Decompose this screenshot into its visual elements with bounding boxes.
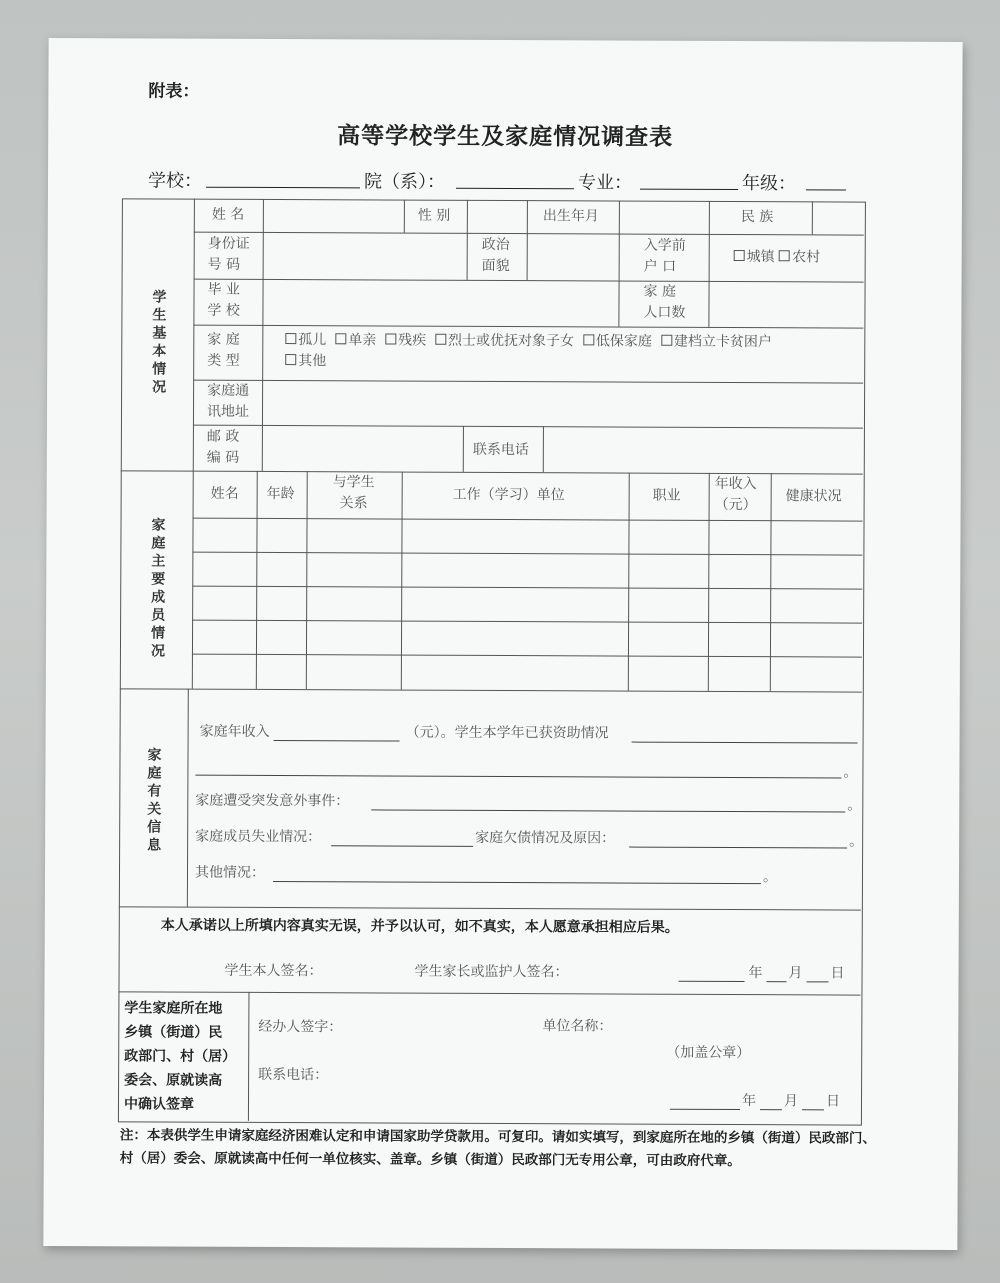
footnote: 注：本表供学生申请家庭经济困难认定和申请国家助学贷款用。可复印。请如实填写，到家庭所在地的乡镇（街道）民政部门、村（居）委会、原就读高中任何一单位核实、盖章。乡镇（街道）民政部门无专用公章，可由政府代章。: [119, 1127, 876, 1170]
handler-sign-label: 经办人签字：: [258, 1018, 343, 1036]
other-label: 其他情况：: [194, 864, 266, 881]
col-income: 年收入 （元）: [714, 475, 757, 514]
name-label: 姓 名: [211, 206, 245, 223]
family-type-disabled[interactable]: 残疾: [385, 332, 426, 348]
gender-label: 性 别: [417, 207, 451, 224]
pledge-month: 月: [788, 965, 803, 982]
verify-month: 月: [783, 1093, 799, 1110]
pledge-day: 日: [830, 965, 845, 982]
id-label: 身份证 号 码: [207, 235, 250, 273]
checkbox-icon: [779, 250, 790, 261]
section-family-members: 家庭主要成员情况: [150, 517, 166, 660]
verify-year: 年: [741, 1093, 757, 1110]
major-field[interactable]: [640, 189, 738, 190]
school-label: 学校：: [147, 170, 203, 192]
col-health: 健康状况: [785, 488, 842, 505]
ethnicity-label: 民 族: [740, 209, 774, 226]
col-relation: 与学生 关系: [332, 474, 375, 512]
seal-label: （加盖公章）: [666, 1044, 751, 1062]
verify-day: 日: [825, 1093, 841, 1110]
pledge-month-field[interactable]: [767, 981, 787, 982]
hukou-option-urban[interactable]: 城镇: [734, 249, 775, 265]
verify-section: 学生家庭所在地 乡镇（街道）民 政部门、村（居） 委会、原就读高 中确认签章: [123, 1000, 237, 1113]
checkbox-icon: [734, 250, 745, 261]
family-type-subsistence[interactable]: 低保家庭: [583, 333, 652, 349]
col-age: 年龄: [266, 485, 295, 503]
college-field[interactable]: [456, 188, 574, 190]
hukou-options: [734, 247, 821, 268]
family-type-orphan[interactable]: 孤儿: [285, 332, 326, 348]
grade-field[interactable]: [806, 189, 846, 190]
family-type-label: 家 庭 类 型: [207, 331, 240, 369]
address-label: 家庭通 讯地址: [206, 382, 250, 420]
verify-day-field[interactable]: [802, 1109, 824, 1110]
verify-phone-label: 联系电话：: [258, 1066, 329, 1084]
pledge-day-field[interactable]: [807, 981, 829, 982]
page-title: 高等学校学生及家庭情况调查表: [337, 123, 674, 151]
school-field[interactable]: [206, 187, 360, 189]
income-label: 家庭年收入: [199, 723, 270, 740]
hukou-option-rural[interactable]: 农村: [779, 249, 820, 265]
college-label: 院（系）：: [363, 171, 446, 193]
form-sheet: [43, 38, 962, 1250]
income-unit-aid-label: （元）。学生本学年已获资助情况: [405, 724, 609, 742]
end-mark: 。: [843, 764, 858, 781]
guardian-sign-label: 学生家长或监护人签名：: [414, 963, 569, 981]
section-family-info: 家庭有关信息: [147, 747, 162, 854]
accident-label: 家庭遭受突发意外事件：: [195, 792, 350, 810]
unit-name-label: 单位名称：: [542, 1018, 613, 1035]
birth-label: 出生年月: [542, 208, 599, 225]
end-mark: 。: [849, 833, 864, 850]
verify-month-field[interactable]: [760, 1109, 782, 1110]
col-name: 姓名: [210, 485, 239, 502]
family-type-poverty[interactable]: 建档立卡贫困户: [661, 334, 772, 350]
major-label: 专业：: [577, 172, 633, 194]
student-sign-label: 学生本人签名：: [224, 962, 323, 980]
end-mark: 。: [762, 869, 778, 886]
col-occupation: 职业: [652, 487, 681, 504]
end-mark: 。: [847, 797, 862, 814]
unemployment-label: 家庭成员失业情况：: [195, 828, 322, 846]
grade-label: 年级：: [741, 173, 797, 195]
family-type-other[interactable]: 其他: [285, 353, 326, 369]
family-type-single-parent[interactable]: 单亲: [335, 332, 376, 348]
pledge-year: 年: [748, 965, 763, 982]
section-basic-info: 学生基本情况: [152, 289, 167, 396]
postal-label: 邮 政 编 码: [206, 428, 240, 466]
attachment-label: 附表：: [148, 81, 200, 102]
hukou-label: 入学前 户 口: [643, 237, 686, 275]
debt-label: 家庭欠债情况及原因：: [475, 829, 616, 847]
grad-school-label: 毕 业 学 校: [207, 281, 241, 319]
phone-label: 联系电话: [472, 441, 529, 459]
pledge-statement: 本人承诺以上所填内容真实无误，并予以认可，如不真实，本人愿意承担相应后果。: [160, 917, 679, 936]
family-type-martyr[interactable]: 烈士或优抚对象子女: [435, 333, 574, 350]
col-work-unit: 工作（学习）单位: [452, 486, 565, 504]
family-type-options: [285, 330, 845, 374]
politics-label: 政治 面貌: [481, 236, 510, 275]
family-size-label: 家 庭 人口数: [643, 283, 686, 321]
